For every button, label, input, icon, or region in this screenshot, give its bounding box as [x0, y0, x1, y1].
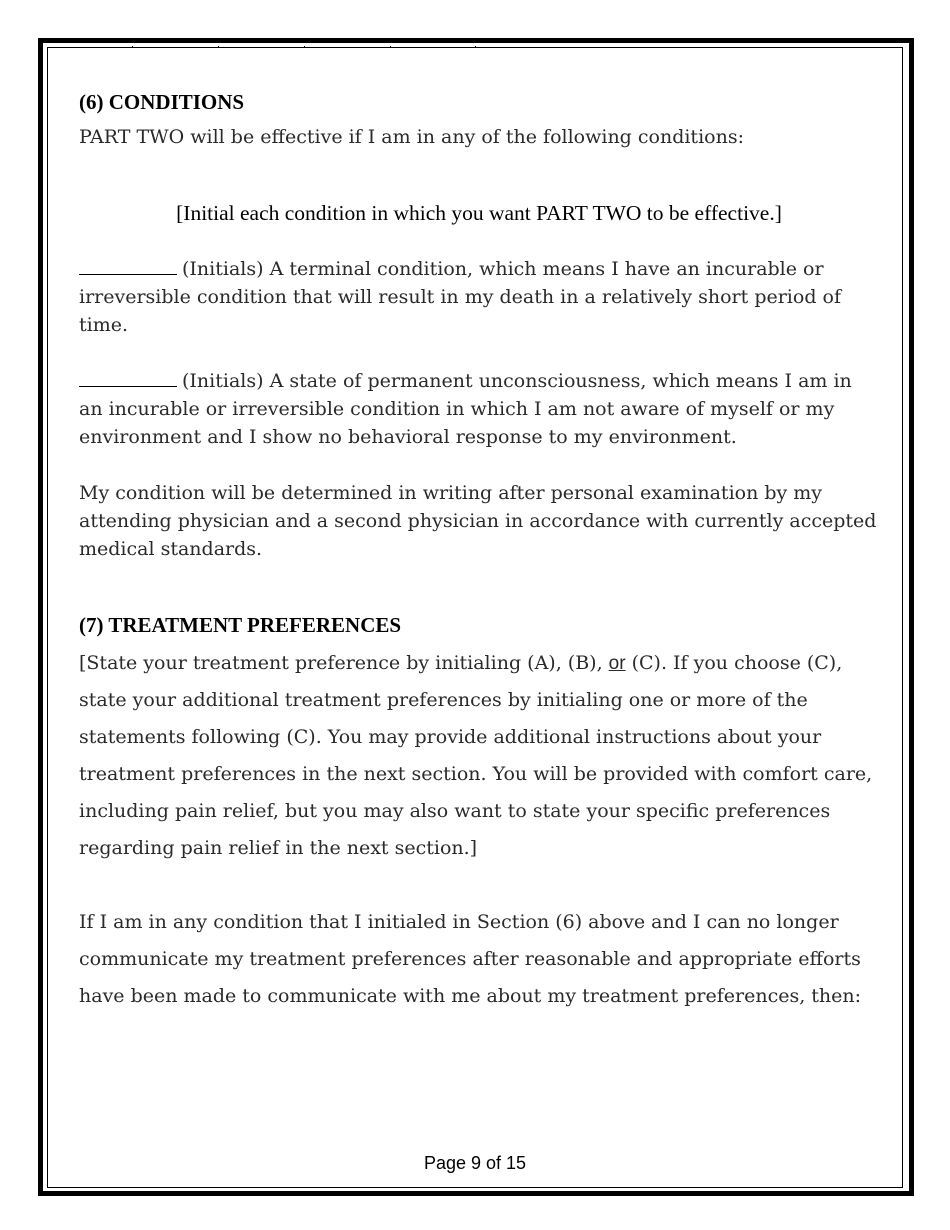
- section-6-intro: PART TWO will be effective if I am in any of the following conditions:: [79, 126, 744, 148]
- document-body: [79, 88, 879, 1015]
- initials-label: (Initials): [182, 370, 264, 392]
- initials-label: (Initials): [182, 258, 264, 280]
- condition-determination: My condition will be determined in writing after personal examination by my attending physician and a second physician in accordance with currently accepted medical standards.: [79, 482, 877, 560]
- page-number: Page 9 of 15: [423, 1153, 527, 1173]
- section-7-intro-part1: [State your treatment preference by initialing (A), (B),: [79, 652, 609, 674]
- section-6-heading: (6) CONDITIONS: [79, 90, 245, 114]
- section-7-heading: (7) TREATMENT PREFERENCES: [79, 613, 402, 637]
- border-tick-marks: [47, 46, 903, 48]
- initials-blank-unconsciousness[interactable]: [79, 368, 177, 387]
- or-emphasis: or: [608, 653, 626, 674]
- initials-blank-terminal[interactable]: [79, 256, 177, 275]
- condition-terminal: [79, 255, 879, 339]
- condition-unconsciousness-text: A state of permanent unconsciousness, which means I am in an incurable or irreversible condition in which I am not aware of myself or my environment and I show no behavioral response to my environment.: [79, 370, 852, 448]
- section-7-then-paragraph: If I am in any condition that I initialed in Section (6) above and I can no longer communicate my treatment preferences after reasonable and appropriate efforts have been made to communicate with me about my treatment preferences, then:: [79, 911, 862, 1007]
- section-6-instruction: [Initial each condition in which you want PART TWO to be effective.]: [176, 201, 782, 225]
- section-7-intro: [79, 645, 879, 867]
- condition-unconsciousness: [79, 367, 879, 451]
- section-7-intro-part2: (C). If you choose (C), state your additional treatment preferences by initialing one or more of the statements following (C). You may provide additional instructions about your treatment preferences in the next section. You will be provided with comfort care, including pain relief, but you may also want to state your specific preferences regarding pain relief in the next section.]: [79, 652, 873, 859]
- condition-terminal-text: A terminal condition, which means I have an incurable or irreversible condition that will result in my death in a relatively short period of time.: [79, 258, 841, 336]
